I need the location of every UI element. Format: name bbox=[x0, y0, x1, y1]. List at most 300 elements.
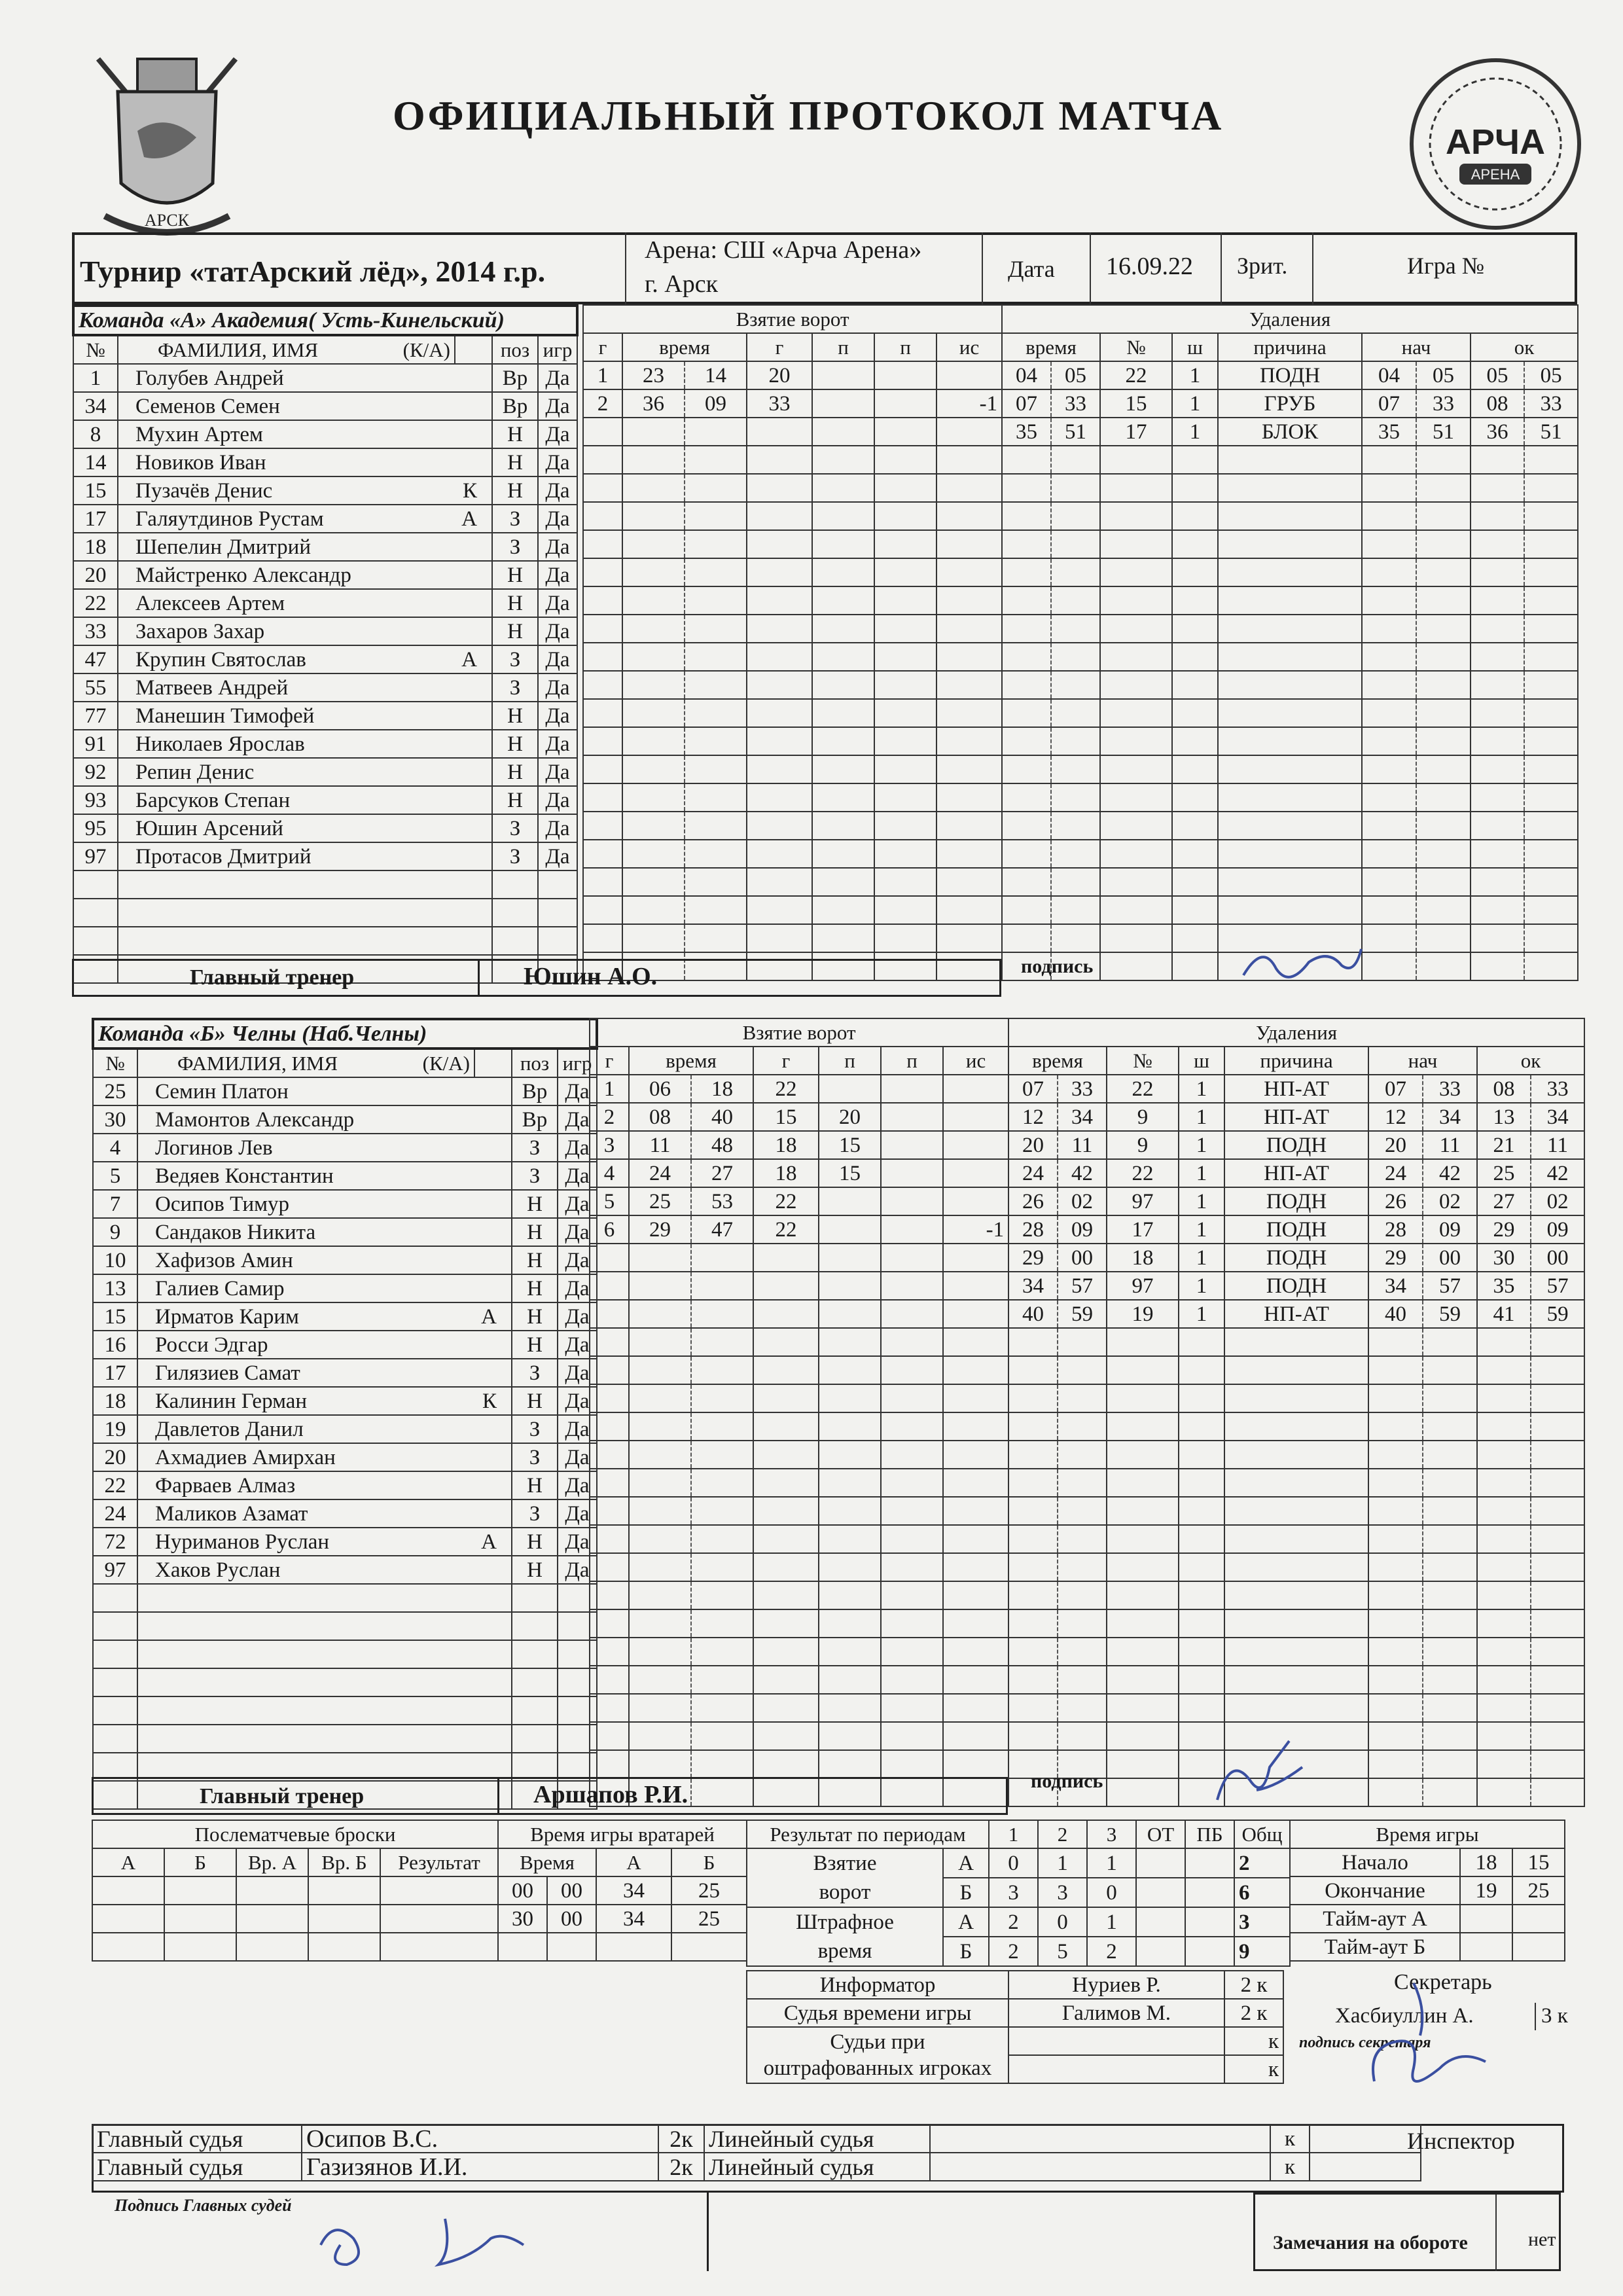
player-position: Н bbox=[512, 1274, 558, 1302]
player-row bbox=[73, 420, 577, 448]
player-name: Гилязиев Самат bbox=[137, 1359, 512, 1387]
goal-row bbox=[590, 1666, 1008, 1694]
player-name: Юшин Арсений bbox=[118, 814, 492, 842]
player-name: Манешин Тимофей bbox=[118, 702, 492, 730]
player-row bbox=[73, 870, 577, 899]
player-name: Хаков Руслан bbox=[137, 1556, 512, 1584]
date-label: Дата bbox=[1008, 256, 1055, 282]
player-name: Новиков Иван bbox=[118, 448, 492, 476]
player-name: Репин Денис bbox=[118, 758, 492, 786]
goal-row: 3 11 48 18 15 bbox=[590, 1131, 1008, 1159]
goalie-time-title: Время игры вратарей bbox=[498, 1820, 747, 1848]
player-position: Н bbox=[492, 476, 538, 505]
player-number: 24 bbox=[93, 1499, 137, 1528]
captain-mark: К bbox=[482, 1389, 497, 1413]
player-played: Да bbox=[538, 842, 577, 870]
secretary-label: Секретарь bbox=[1394, 1970, 1492, 1994]
player-played: Да bbox=[558, 1274, 597, 1302]
player-played: Да bbox=[538, 814, 577, 842]
player-name: Барсуков Степан bbox=[118, 786, 492, 814]
player-position: Вр bbox=[512, 1105, 558, 1134]
team-b-sign-label: подпись bbox=[1031, 1770, 1103, 1792]
team-b-coach: Аршапов Р.И. bbox=[533, 1781, 688, 1808]
player-row bbox=[73, 505, 577, 533]
officials-table: Информатор Нуриев Р. 2 к Судья времени игры Галимов М. 2 к Судьи при оштрафованных игроках к к bbox=[746, 1970, 1284, 2084]
player-row bbox=[73, 533, 577, 561]
player-position: Н bbox=[492, 420, 538, 448]
team-a-goals-title: Взятие ворот bbox=[583, 305, 1002, 333]
player-name: Сандаков Никита bbox=[137, 1218, 512, 1246]
player-number: 55 bbox=[73, 673, 118, 702]
penalty-row bbox=[1002, 699, 1578, 727]
player-position: Н bbox=[512, 1302, 558, 1331]
penalty-row bbox=[1002, 446, 1578, 474]
player-name: Пузачёв Денис К bbox=[118, 476, 492, 505]
player-played: Да bbox=[558, 1471, 597, 1499]
player-row bbox=[93, 1105, 597, 1134]
player-name: Матвеев Андрей bbox=[118, 673, 492, 702]
secretary-name: Хасбиуллин А. bbox=[1335, 2004, 1474, 2028]
player-row bbox=[93, 1218, 597, 1246]
player-row bbox=[73, 673, 577, 702]
svg-text:АРСК: АРСК bbox=[144, 211, 190, 230]
player-name: Осипов Тимур bbox=[137, 1190, 512, 1218]
player-name: Давлетов Данил bbox=[137, 1415, 512, 1443]
player-number: 1 bbox=[73, 364, 118, 392]
total-goals-b: 6 bbox=[1234, 1878, 1290, 1907]
player-position: З bbox=[512, 1359, 558, 1387]
goalie-time-row: 30 00 34 25 bbox=[498, 1905, 747, 1933]
player-position: З bbox=[492, 505, 538, 533]
arena-city: г. Арск bbox=[645, 270, 719, 298]
penalty-row bbox=[1002, 812, 1578, 840]
player-number: 18 bbox=[73, 533, 118, 561]
player-played: Да bbox=[558, 1077, 597, 1105]
player-played: Да bbox=[558, 1528, 597, 1556]
penalty-row: 26 02 97 1 ПОДН 26 02 27 02 bbox=[1008, 1187, 1584, 1215]
goal-row bbox=[590, 1497, 1008, 1525]
goal-row bbox=[583, 671, 1002, 699]
player-number: 4 bbox=[93, 1134, 137, 1162]
player-number: 95 bbox=[73, 814, 118, 842]
remarks-label: Замечания на обороте bbox=[1273, 2232, 1468, 2253]
player-name: Протасов Дмитрий bbox=[118, 842, 492, 870]
player-position: Н bbox=[512, 1471, 558, 1499]
player-number: 10 bbox=[93, 1246, 137, 1274]
player-row bbox=[93, 1668, 597, 1696]
player-position: Вр bbox=[512, 1077, 558, 1105]
player-position: Н bbox=[492, 786, 538, 814]
referee-signatures bbox=[308, 2199, 556, 2278]
penalty-row bbox=[1008, 1469, 1584, 1497]
player-played: Да bbox=[558, 1190, 597, 1218]
player-position: З bbox=[492, 645, 538, 673]
player-name: Шепелин Дмитрий bbox=[118, 533, 492, 561]
player-row bbox=[93, 1725, 597, 1753]
secretary-sign-label: подпись секретаря bbox=[1299, 2034, 1431, 2051]
captain-mark: А bbox=[461, 647, 477, 672]
goal-row bbox=[583, 896, 1002, 924]
player-played: Да bbox=[538, 673, 577, 702]
goal-row bbox=[583, 924, 1002, 952]
player-name: Галяутдинов Рустам А bbox=[118, 505, 492, 533]
player-number: 72 bbox=[93, 1528, 137, 1556]
player-played: Да bbox=[558, 1387, 597, 1415]
player-row bbox=[73, 617, 577, 645]
player-name: Ахмадиев Амирхан bbox=[137, 1443, 512, 1471]
goal-row bbox=[583, 868, 1002, 896]
player-row bbox=[93, 1359, 597, 1387]
goal-row bbox=[590, 1300, 1008, 1328]
player-number: 15 bbox=[73, 476, 118, 505]
player-number: 9 bbox=[93, 1218, 137, 1246]
goal-row: 2 36 09 33 -1 bbox=[583, 389, 1002, 418]
goal-row bbox=[583, 840, 1002, 868]
penalty-row: 35 51 17 1 БЛОК 35 51 36 51 bbox=[1002, 418, 1578, 446]
player-played: Да bbox=[538, 533, 577, 561]
player-row bbox=[73, 814, 577, 842]
player-number: 15 bbox=[93, 1302, 137, 1331]
player-played: Да bbox=[558, 1556, 597, 1584]
player-row bbox=[93, 1331, 597, 1359]
game-time-table: Время игры Начало 18 15 Окончание 19 25 Тайм-аут А Тайм-аут Б bbox=[1289, 1820, 1565, 1962]
player-row bbox=[93, 1134, 597, 1162]
secretary-cat: 3 к bbox=[1541, 2004, 1568, 2028]
player-name: Калинин Герман К bbox=[137, 1387, 512, 1415]
player-number: 14 bbox=[73, 448, 118, 476]
player-position: Н bbox=[512, 1387, 558, 1415]
player-position: З bbox=[512, 1134, 558, 1162]
player-row bbox=[73, 786, 577, 814]
shootout-table: Послематчевые броски А Б Вр. А Вр. Б Результат bbox=[92, 1820, 499, 1962]
player-name: Алексеев Артем bbox=[118, 589, 492, 617]
referee-sign-label: Подпись Главных судей bbox=[115, 2196, 292, 2215]
player-name: Майстренко Александр bbox=[118, 561, 492, 589]
penalty-row bbox=[1008, 1384, 1584, 1412]
goal-row bbox=[583, 812, 1002, 840]
team-a-sign-label: подпись bbox=[1021, 956, 1094, 977]
penalty-row bbox=[1002, 530, 1578, 558]
penalty-row bbox=[1002, 783, 1578, 812]
total-pim-b: 9 bbox=[1234, 1937, 1290, 1966]
player-name: Захаров Захар bbox=[118, 617, 492, 645]
captain-mark: А bbox=[461, 507, 477, 531]
player-position: Н bbox=[492, 702, 538, 730]
goal-row bbox=[583, 558, 1002, 586]
player-number: 20 bbox=[93, 1443, 137, 1471]
spectators-label: Зрит. bbox=[1237, 253, 1288, 279]
player-number: 8 bbox=[73, 420, 118, 448]
shootout-title: Послематчевые броски bbox=[92, 1820, 498, 1848]
player-row bbox=[93, 1162, 597, 1190]
player-row bbox=[73, 927, 577, 955]
team-b-roster-header: № ФАМИЛИЯ, ИМЯ (К/А) поз игр bbox=[93, 1049, 597, 1077]
penalty-row: 04 05 22 1 ПОДН 04 05 05 05 bbox=[1002, 361, 1578, 389]
player-played: Да bbox=[538, 392, 577, 420]
player-position: Н bbox=[492, 448, 538, 476]
captain-mark: А bbox=[481, 1304, 497, 1329]
goal-row bbox=[590, 1412, 1008, 1441]
player-position: Н bbox=[512, 1246, 558, 1274]
player-row bbox=[73, 561, 577, 589]
penalty-row bbox=[1008, 1638, 1584, 1666]
svg-text:АРЧА: АРЧА bbox=[1446, 122, 1545, 162]
tournament-name: Турнир «татАрский лёд», 2014 г.р. bbox=[80, 255, 546, 288]
player-row bbox=[73, 730, 577, 758]
player-number: 47 bbox=[73, 645, 118, 673]
penalty-row bbox=[1002, 615, 1578, 643]
penalty-row bbox=[1008, 1666, 1584, 1694]
goal-row bbox=[583, 699, 1002, 727]
penalty-row bbox=[1008, 1441, 1584, 1469]
penalty-row: 40 59 19 1 НП-АТ 40 59 41 59 bbox=[1008, 1300, 1584, 1328]
goalie-time-table: Время игры вратарей Время А Б 00 00 34 25 30 00 34 25 bbox=[497, 1820, 747, 1962]
team-b-goals: Взятие ворот г время г п п ис 1 06 18 22 2 08 40 15 20 3 11 48 18 15 4 24 27 18 15 5 25 53 22 6 29 47 22 -1 bbox=[589, 1018, 1009, 1807]
player-row bbox=[93, 1528, 597, 1556]
penalty-row bbox=[1008, 1581, 1584, 1609]
goal-row: 1 06 18 22 bbox=[590, 1075, 1008, 1103]
player-number: 77 bbox=[73, 702, 118, 730]
player-position: Н bbox=[492, 589, 538, 617]
goal-row bbox=[590, 1638, 1008, 1666]
player-position: Н bbox=[512, 1528, 558, 1556]
player-name: Галиев Самир bbox=[137, 1274, 512, 1302]
secretary-signature bbox=[1355, 1970, 1499, 2101]
player-position: Н bbox=[492, 561, 538, 589]
informer: Нуриев Р. bbox=[1008, 1971, 1224, 1999]
penalty-row bbox=[1002, 840, 1578, 868]
penalty-row bbox=[1002, 586, 1578, 615]
player-row bbox=[73, 476, 577, 505]
goal-row bbox=[583, 755, 1002, 783]
player-position: Н bbox=[512, 1190, 558, 1218]
player-number: 93 bbox=[73, 786, 118, 814]
goal-row bbox=[583, 727, 1002, 755]
player-row bbox=[93, 1274, 597, 1302]
player-row bbox=[73, 392, 577, 420]
player-position: Вр bbox=[492, 364, 538, 392]
player-row bbox=[93, 1190, 597, 1218]
player-row bbox=[73, 899, 577, 927]
penalty-row: 34 57 97 1 ПОДН 34 57 35 57 bbox=[1008, 1272, 1584, 1300]
player-name: Мамонтов Александр bbox=[137, 1105, 512, 1134]
penalty-row bbox=[1002, 502, 1578, 530]
player-played: Да bbox=[558, 1218, 597, 1246]
player-name: Ведяев Константин bbox=[137, 1162, 512, 1190]
penalty-row bbox=[1002, 868, 1578, 896]
goal-row bbox=[583, 502, 1002, 530]
player-played: Да bbox=[538, 364, 577, 392]
player-played: Да bbox=[538, 589, 577, 617]
player-position: Н bbox=[492, 617, 538, 645]
player-position: З bbox=[512, 1415, 558, 1443]
team-b-penalties: Удаления время № ш причина нач ок 07 33 22 1 НП-АТ 07 33 08 33 12 34 9 1 НП-АТ 12 34 13 34 20 11 9 1 ПОДН 20 11 21 11 24 42 22 1 НП-АТ 24 42 25 42 26 02 97 1 ПОДН 26 02 27 02 28 09 17 1 ПОДН 28 09 29 09 29 00 18 1 ПОДН 29 00 30 00 34 57 97 1 ПОДН 34 57 35 57 40 59 19 1 НП-АТ 40 59 41 59 bbox=[1008, 1018, 1585, 1807]
goal-row bbox=[590, 1469, 1008, 1497]
team-a-penalties-title: Удаления bbox=[1002, 305, 1578, 333]
penalty-row bbox=[1002, 671, 1578, 699]
player-position: Н bbox=[512, 1331, 558, 1359]
goal-row bbox=[590, 1356, 1008, 1384]
goal-row bbox=[583, 446, 1002, 474]
player-played: Да bbox=[558, 1134, 597, 1162]
penalty-row bbox=[1002, 727, 1578, 755]
player-name: Ирматов Карим А bbox=[137, 1302, 512, 1331]
player-row bbox=[93, 1415, 597, 1443]
penalty-row bbox=[1008, 1525, 1584, 1553]
player-row bbox=[73, 645, 577, 673]
player-row bbox=[93, 1387, 597, 1415]
player-number: 22 bbox=[93, 1471, 137, 1499]
player-number: 17 bbox=[93, 1359, 137, 1387]
total-goals-a: 2 bbox=[1234, 1848, 1290, 1878]
player-played: Да bbox=[538, 561, 577, 589]
player-played: Да bbox=[558, 1331, 597, 1359]
player-position: З bbox=[492, 673, 538, 702]
player-played: Да bbox=[538, 786, 577, 814]
match-date: 16.09.22 bbox=[1106, 253, 1193, 280]
goal-row: 6 29 47 22 -1 bbox=[590, 1215, 1008, 1244]
player-position: Н bbox=[492, 730, 538, 758]
penalty-row bbox=[1002, 896, 1578, 924]
player-row bbox=[93, 1584, 597, 1612]
player-number: 30 bbox=[93, 1105, 137, 1134]
team-b-name: Команда «Б» Челны (Наб.Челны) bbox=[93, 1019, 597, 1049]
player-number: 16 bbox=[93, 1331, 137, 1359]
period-results-title: Результат по периодам bbox=[747, 1820, 989, 1848]
timekeeper: Галимов М. bbox=[1008, 1999, 1224, 2027]
player-row bbox=[73, 448, 577, 476]
player-row bbox=[93, 1443, 597, 1471]
player-name: Росси Эдгар bbox=[137, 1331, 512, 1359]
goal-row: 4 24 27 18 15 bbox=[590, 1159, 1008, 1187]
player-row bbox=[93, 1499, 597, 1528]
player-position: Н bbox=[492, 758, 538, 786]
goal-row bbox=[583, 615, 1002, 643]
player-number: 92 bbox=[73, 758, 118, 786]
player-played: Да bbox=[538, 645, 577, 673]
penalty-row bbox=[1008, 1412, 1584, 1441]
player-played: Да bbox=[558, 1246, 597, 1274]
penalty-row bbox=[1002, 755, 1578, 783]
goal-row bbox=[590, 1272, 1008, 1300]
goal-row bbox=[583, 783, 1002, 812]
player-position: З bbox=[512, 1499, 558, 1528]
player-row bbox=[93, 1302, 597, 1331]
game-time-title: Время игры bbox=[1290, 1820, 1565, 1848]
player-position: З bbox=[492, 842, 538, 870]
player-name: Мухин Артем bbox=[118, 420, 492, 448]
player-played: Да bbox=[558, 1443, 597, 1471]
player-number: 25 bbox=[93, 1077, 137, 1105]
penalty-row bbox=[1008, 1694, 1584, 1722]
penalty-row: 12 34 9 1 НП-АТ 12 34 13 34 bbox=[1008, 1103, 1584, 1131]
player-number: 33 bbox=[73, 617, 118, 645]
goal-row bbox=[583, 530, 1002, 558]
penalty-row: 29 00 18 1 ПОДН 29 00 30 00 bbox=[1008, 1244, 1584, 1272]
team-a-coach-signature bbox=[1237, 936, 1368, 995]
referees-table: Главный судья Осипов В.С. 2к Линейный судья к Главный судья Газизянов И.И. 2к Линейный судья к bbox=[92, 2124, 1421, 2181]
player-row bbox=[93, 1246, 597, 1274]
player-number: 20 bbox=[73, 561, 118, 589]
player-played: Да bbox=[538, 448, 577, 476]
player-played: Да bbox=[558, 1359, 597, 1387]
penalty-row bbox=[1008, 1356, 1584, 1384]
player-row bbox=[93, 1640, 597, 1668]
player-number: 22 bbox=[73, 589, 118, 617]
goal-row bbox=[583, 643, 1002, 671]
player-row bbox=[73, 702, 577, 730]
player-position: З bbox=[492, 533, 538, 561]
penalty-row: 07 33 22 1 НП-АТ 07 33 08 33 bbox=[1008, 1075, 1584, 1103]
goal-row bbox=[590, 1609, 1008, 1638]
team-a-coach-label: Главный тренер bbox=[190, 965, 355, 990]
player-position: Вр bbox=[492, 392, 538, 420]
player-number: 97 bbox=[73, 842, 118, 870]
goal-row: 1 23 14 20 bbox=[583, 361, 1002, 389]
penalty-row: 07 33 15 1 ГРУБ 07 33 08 33 bbox=[1002, 389, 1578, 418]
penalty-row bbox=[1008, 1497, 1584, 1525]
city-emblem bbox=[92, 52, 242, 249]
player-row bbox=[93, 1696, 597, 1725]
player-row bbox=[93, 1612, 597, 1640]
player-number: 97 bbox=[93, 1556, 137, 1584]
team-a-roster-header: № ФАМИЛИЯ, ИМЯ (К/А) поз игр bbox=[73, 335, 577, 364]
player-name: Семин Платон bbox=[137, 1077, 512, 1105]
player-played: Да bbox=[538, 702, 577, 730]
penalty-row bbox=[1008, 1609, 1584, 1638]
team-a-name: Команда «А» Академия( Усть-Кинельский) bbox=[73, 306, 577, 335]
team-a-penalties: Удаления время № ш причина нач ок 04 05 22 1 ПОДН 04 05 05 05 07 33 15 1 ГРУБ 07 33 08 33 35 51 17 1 БЛОК 35 51 36 51 bbox=[1001, 304, 1578, 981]
player-name: Фарваев Алмаз bbox=[137, 1471, 512, 1499]
player-number: 19 bbox=[93, 1415, 137, 1443]
goal-row bbox=[583, 586, 1002, 615]
player-played: Да bbox=[558, 1162, 597, 1190]
player-played: Да bbox=[558, 1302, 597, 1331]
player-name: Голубев Андрей bbox=[118, 364, 492, 392]
player-row bbox=[73, 842, 577, 870]
penalty-row bbox=[1002, 474, 1578, 502]
chief-referee-2: Газизянов И.И. bbox=[302, 2153, 658, 2181]
player-number: 17 bbox=[73, 505, 118, 533]
player-played: Да bbox=[538, 505, 577, 533]
arena-name: Арена: СШ «Арча Арена» bbox=[645, 236, 922, 264]
chief-referee-1: Осипов В.С. bbox=[302, 2125, 658, 2153]
goal-row bbox=[590, 1384, 1008, 1412]
period-results-table: Результат по периодам 1 2 3 ОТ ПБ Общ Взятие ворот А 0 1 1 2 Б 3 3 0 6 Штрафное время А 2 0 1 3 Б 2 5 2 9 bbox=[746, 1820, 1291, 1967]
player-number: 13 bbox=[93, 1274, 137, 1302]
goal-row bbox=[590, 1328, 1008, 1356]
team-b-goals-title: Взятие ворот bbox=[590, 1018, 1008, 1047]
team-a-roster bbox=[72, 304, 579, 984]
goal-row: 5 25 53 22 bbox=[590, 1187, 1008, 1215]
player-number: 34 bbox=[73, 392, 118, 420]
player-played: Да bbox=[538, 730, 577, 758]
penalty-row: 20 11 9 1 ПОДН 20 11 21 11 bbox=[1008, 1131, 1584, 1159]
player-row bbox=[93, 1556, 597, 1584]
player-name: Николаев Ярослав bbox=[118, 730, 492, 758]
captain-mark: А bbox=[481, 1530, 497, 1554]
player-played: Да bbox=[558, 1415, 597, 1443]
player-name: Нуриманов Руслан А bbox=[137, 1528, 512, 1556]
goal-row bbox=[590, 1244, 1008, 1272]
player-name: Хафизов Амин bbox=[137, 1246, 512, 1274]
game-number-label: Игра № bbox=[1407, 253, 1485, 279]
team-b-coach-signature bbox=[1204, 1728, 1315, 1813]
player-position: З bbox=[492, 814, 538, 842]
team-a-goals: Взятие ворот г время г п п ис 1 23 14 20 2 36 09 33 -1 bbox=[582, 304, 1003, 981]
team-b-coach-label: Главный тренер bbox=[200, 1784, 365, 1808]
penalty-row bbox=[1002, 643, 1578, 671]
